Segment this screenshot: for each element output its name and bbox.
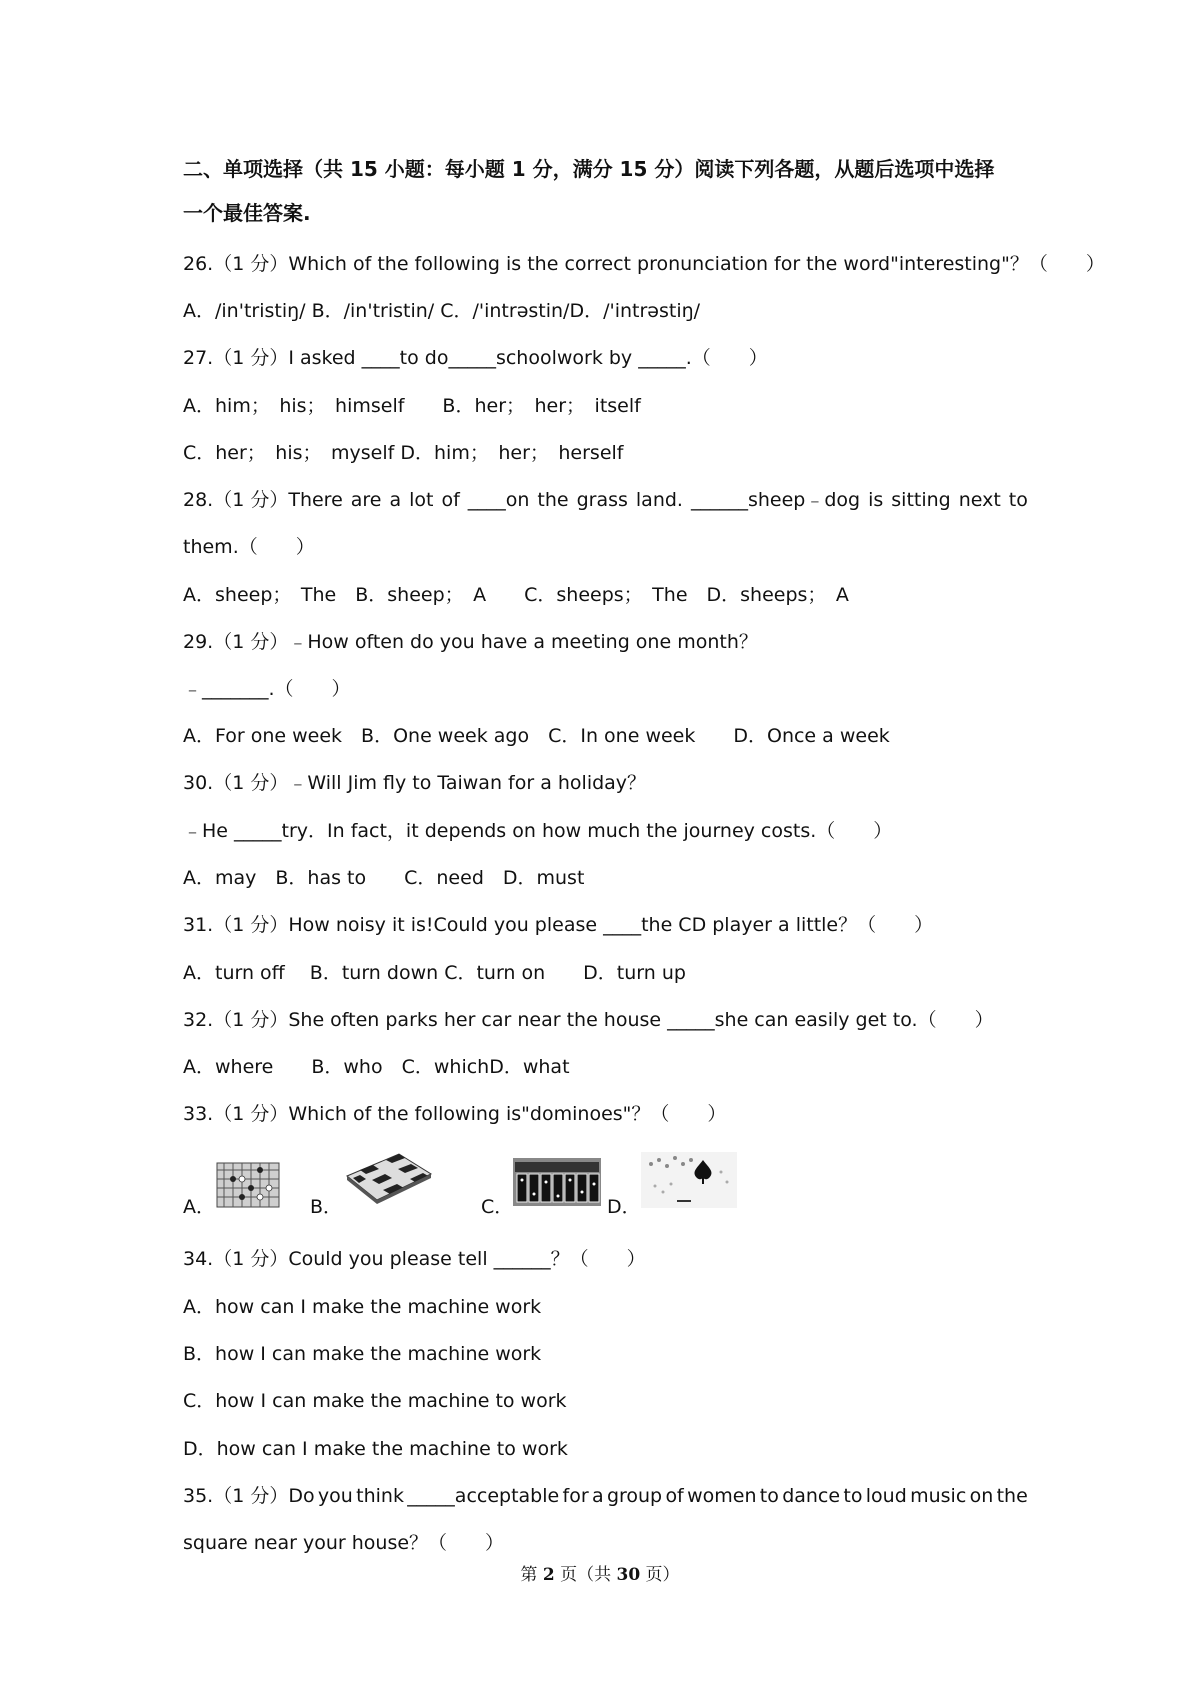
q35-stem-line1 [183,1483,1028,1509]
q26-stem: 26.（1 分）Which of the following is the correct pronunciation for the word"interesting"？（ ） [183,253,1105,275]
q34-stem: 34.（1 分）Could you please tell ______？（ ） [183,1248,646,1270]
dominoes-icon [513,1158,601,1206]
q34-option-a: A．how can I make the machine work [183,1296,542,1318]
q33-stem: 33.（1 分）Which of the following is"dominoes"？（ ） [183,1103,727,1125]
q35-word: 35.（1 分）Do [183,1485,315,1507]
q29-options: A．For one week B．One week ago C．In one week D．Once a week [183,725,890,747]
footer-middle: 页（共 [554,1565,617,1585]
q33-label-a: A． [183,1196,215,1218]
q30-stem-line2: ﹣He _____try．In fact，it depends on how much the journey costs.（ ） [183,820,893,842]
playing-cards-icon [641,1152,737,1208]
q35-word: loud [865,1485,907,1507]
q28-word: a [389,489,402,511]
q35-word: think [356,1485,404,1507]
q31-options: A．turn off B．turn down C．turn on D．turn up [183,962,686,984]
q30-options: A．may B．has to C．need D．must [183,867,585,889]
q28-word: 28.（1 分）There [183,489,343,511]
q28-word: ____on [467,489,530,511]
q33-label-b: B． [310,1196,343,1218]
q33-label-d: D． [607,1196,641,1218]
q35-word: to [759,1485,779,1507]
q28-word: lot [409,489,434,511]
q28-word: to [1008,489,1028,511]
q28-word: next [958,489,1001,511]
q28-word: land. [635,489,683,511]
q35-word: music [910,1485,967,1507]
q28-word: the [537,489,569,511]
footer-prefix: 第 [520,1565,543,1585]
q28-word: sitting [891,489,951,511]
q28-word: is [868,489,884,511]
q32-options: A．where B．who C．whichD．what [183,1056,570,1078]
page-footer [0,1560,1200,1585]
section-title-line2: 一个最佳答案. [183,201,311,225]
q28-stem-line1 [183,487,1028,513]
q34-option-c: C．how I can make the machine to work [183,1390,567,1412]
q29-stem: 29.（1 分）﹣How often do you have a meeting one month？ [183,631,758,653]
q27-stem: 27.（1 分）I asked ____to do_____schoolwork by _____.（ ） [183,347,768,369]
q28-options: A．sheep； The B．sheep； A C．sheeps； The D．sheeps； A [183,584,849,606]
q35-stem-line2: square near your house？（ ） [183,1532,505,1554]
q28-word: are [350,489,382,511]
q31-stem: 31.（1 分）How noisy it is!Could you please ____the CD player a little？（ ） [183,914,934,936]
q28-word: of [441,489,460,511]
q35-word: you [317,1485,353,1507]
footer-page-number: 2 [542,1565,555,1585]
q35-word: for [562,1485,589,1507]
q35-word: dance [782,1485,841,1507]
q35-word: of [665,1485,684,1507]
q35-word: to [843,1485,863,1507]
q34-option-d: D．how can I make the machine to work [183,1438,568,1460]
q35-word: _____acceptable [407,1485,560,1507]
q35-word: women [687,1485,757,1507]
q27-options-line1: A．him； his； himself B．her； her； itself [183,395,641,417]
q27-options-line2: C．her； his； myself D．him； her； herself [183,442,624,464]
q34-option-b: B．how I can make the machine work [183,1343,542,1365]
q29-stem-line2: ﹣_______.（ ） [183,678,351,700]
q33-label-c: C． [481,1196,514,1218]
q35-word: the [996,1485,1028,1507]
footer-total-pages: 30 [616,1565,641,1585]
q35-word: group [606,1485,663,1507]
q30-stem: 30.（1 分）﹣Will Jim fly to Taiwan for a holiday？ [183,772,647,794]
q26-options: A．/in'tristiŋ/ B．/in'tristin/ C．/'intrəstin/D．/'intrəstiŋ/ [183,300,701,322]
section-title-line1: 二、单项选择（共 15 小题：每小题 1 分，满分 15 分）阅读下列各题，从题后选项中选择 [183,157,995,181]
go-board-icon [216,1162,280,1208]
q32-stem: 32.（1 分）She often parks her car near the house _____she can easily get to.（ ） [183,1009,994,1031]
q28-word: ______sheep﹣dog [690,489,861,511]
q33-picture-options [183,1160,783,1220]
q28-word: grass [576,489,628,511]
chessboard-icon [341,1148,435,1206]
q28-stem-line2: them.（ ） [183,536,315,558]
q35-word: a [591,1485,604,1507]
footer-suffix: 页） [640,1565,680,1585]
q35-word: on [969,1485,994,1507]
